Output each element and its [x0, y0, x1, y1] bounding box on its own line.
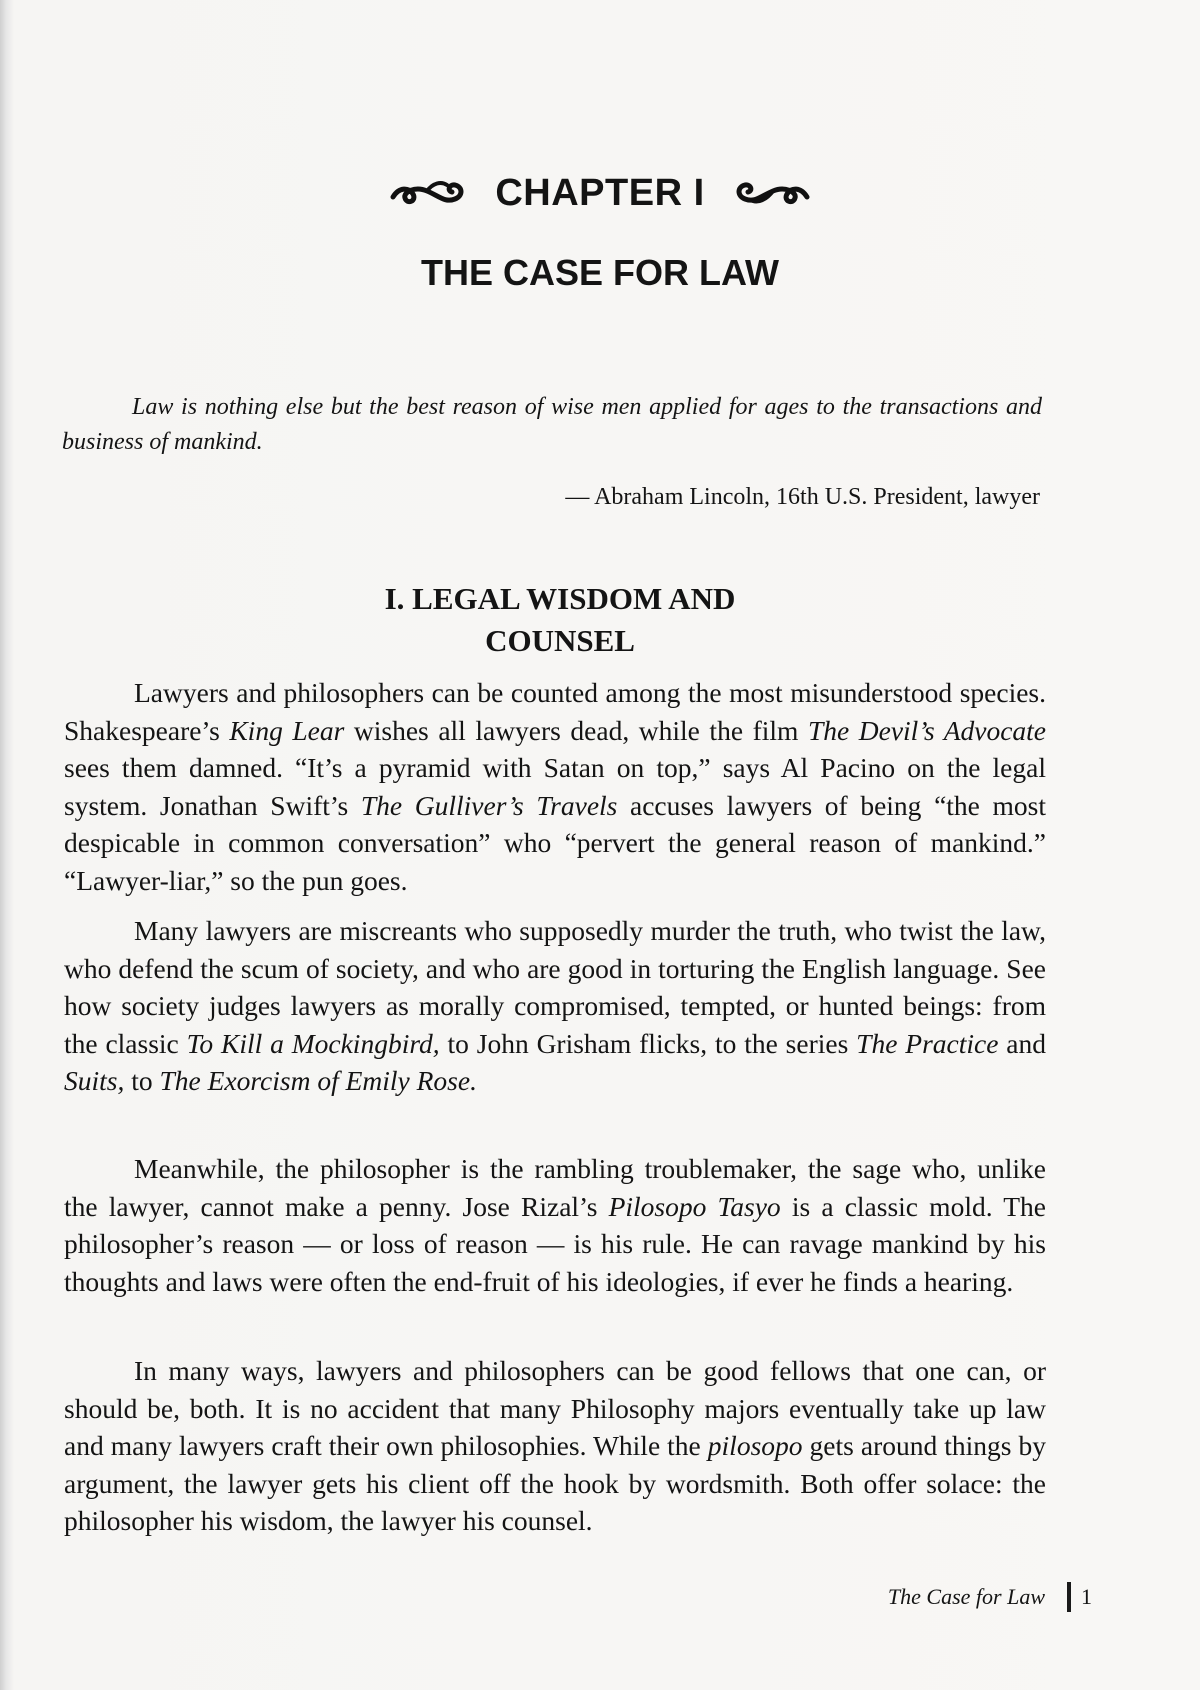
chapter-heading [0, 172, 1200, 215]
page-footer [888, 1582, 1092, 1612]
text-run: accuses lawyers of being “the most despicable in common conversation” who “pervert the general reason of mankind.” “Lawyer-liar,” so the pun goes. [64, 789, 1046, 896]
chapter-title: THE CASE FOR LAW [421, 252, 779, 293]
text-run: and [998, 1027, 1046, 1059]
text-run: Many lawyers are miscreants who supposedly murder the truth, who twist the law, who defend the scum of society, and who are good in torturing the English language. See how society judges lawyers as morally compromised, tempted, or hunted beings: from the classic [64, 915, 1046, 1059]
page-number: 1 [1081, 1584, 1092, 1609]
text-run: gets around things by argument, the lawyer gets his client off the hook by wordsmith. Both offer solace: the philosopher his wisdom, the lawyer his counsel. [64, 1430, 1046, 1536]
text-run: sees them damned. “It’s a pyramid with Satan on top,” says Al Pacino on the legal system. Jonathan Swift’s [64, 752, 1046, 821]
text-run: is a classic mold. The philosopher’s reason — or loss of reason — is his rule. He can ravage mankind by his thoughts and laws were often the end-fruit of his ideologies, if ever he finds a hearing. [64, 1190, 1046, 1297]
text-run: Meanwhile, the philosopher is the rambling troublemaker, the sage who, unlike the lawyer, cannot make a penny. Jose Rizal’s [64, 1153, 1046, 1222]
title-italic: The Devil’s Advocate [807, 714, 1047, 746]
body-paragraph-4 [64, 1352, 1046, 1540]
text-run: Lawyers and philosophers can be counted among the most misunderstood species. Shakespeare’s [64, 677, 1046, 746]
text-run: to John Grisham flicks, to the series [439, 1027, 857, 1059]
text-run: to [124, 1065, 160, 1096]
title-italic: Pilosopo Tasyo [608, 1190, 781, 1222]
footer-divider [1067, 1582, 1071, 1612]
title-italic: pilosopo [707, 1430, 803, 1461]
title-italic: The Practice [856, 1027, 999, 1059]
section-heading-line-1: I. LEGAL WISDOM AND [384, 581, 736, 616]
text-run: In many ways, lawyers and philosophers can be good fellows that one can, or should be, both. It is no accident that many Philosophy majors eventually take up law and many lawyers craft their own philosophies. While the [64, 1355, 1046, 1461]
chapter-label: CHAPTER I [495, 172, 705, 214]
right-flourish-icon [731, 177, 811, 211]
section-heading [0, 578, 1120, 662]
title-italic: To Kill a Mockingbird, [186, 1027, 440, 1059]
running-title: The Case for Law [887, 1584, 1045, 1609]
title-italic: The Gulliver’s Travels [360, 789, 618, 821]
title-italic: King Lear [229, 714, 345, 746]
epigraph-attribution: — Abraham Lincoln, 16th U.S. President, lawyer [565, 484, 1040, 510]
text-run: wishes all lawyers dead, while the film [344, 714, 808, 746]
section-heading-line-2: COUNSEL [485, 623, 635, 658]
body-paragraph-1 [64, 674, 1046, 899]
title-italic: Suits, [64, 1065, 125, 1096]
left-flourish-icon [389, 177, 469, 211]
body-paragraph-3 [64, 1150, 1046, 1300]
epigraph-quote: Law is nothing else but the best reason of wise men applied for ages to the transactions and business of mankind. [62, 394, 1042, 455]
body-paragraph-2 [64, 912, 1046, 1100]
title-italic: The Exorcism of Emily Rose. [159, 1065, 477, 1096]
